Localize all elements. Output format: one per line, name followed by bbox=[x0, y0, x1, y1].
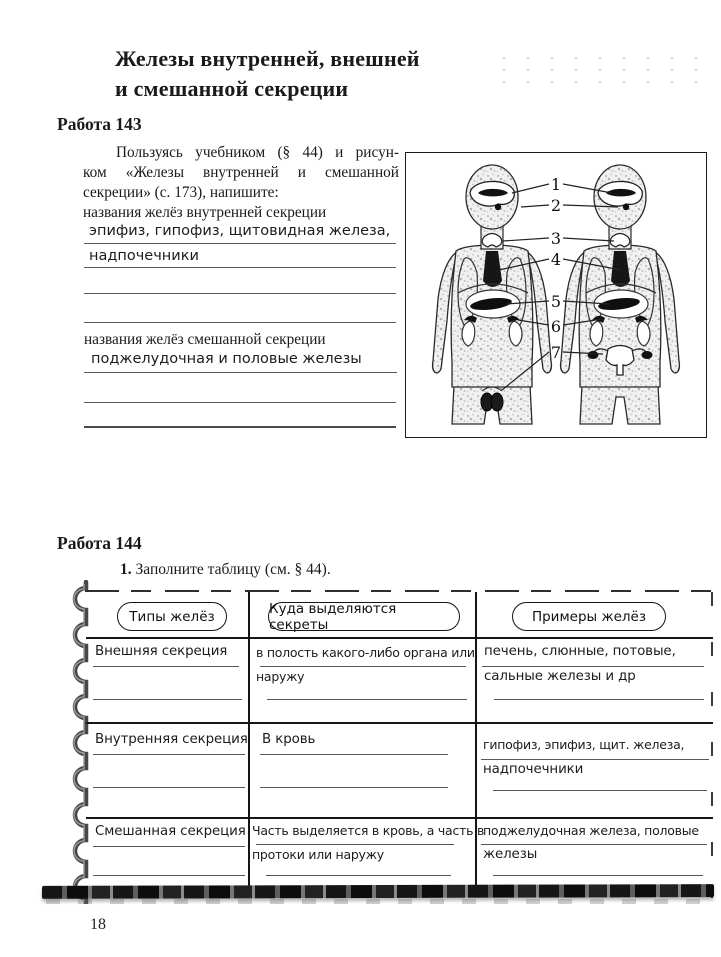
female-body bbox=[561, 165, 680, 424]
write-line bbox=[84, 322, 396, 323]
row1-examples-line1: печень, слюнные, потовые, bbox=[484, 644, 676, 659]
row3-where-line2: протоки или наружу bbox=[252, 847, 384, 862]
notepad-bottom-shadow bbox=[42, 884, 714, 899]
instruction-line2: ком «Железы внутренней и смешанной bbox=[83, 164, 399, 181]
write-line bbox=[93, 754, 245, 755]
header-label: Куда выделяются секреты bbox=[269, 600, 397, 633]
spiral-binding bbox=[30, 580, 92, 904]
row1-examples-line2: сальные железы и др bbox=[484, 669, 636, 684]
figure-label-3: 3 bbox=[550, 229, 562, 248]
notepad-bottom-smear bbox=[46, 899, 706, 904]
page-title-line1: Железы внутренней, внешней bbox=[115, 46, 420, 71]
write-line bbox=[260, 787, 448, 788]
page-number: 18 bbox=[90, 916, 106, 933]
write-line bbox=[493, 875, 703, 876]
row2-examples-line1: гипофиз, эпифиз, щит. железа, bbox=[483, 737, 685, 752]
table-row-divider bbox=[86, 637, 713, 639]
table-row-divider bbox=[86, 722, 713, 724]
figure-label-1: 1 bbox=[550, 175, 562, 194]
header-label: Примеры желёз bbox=[531, 608, 647, 625]
write-line bbox=[260, 754, 448, 755]
instruction-line3: секреции» (с. 173), напишите: bbox=[83, 184, 279, 201]
male-body bbox=[433, 165, 552, 424]
write-line bbox=[493, 790, 707, 791]
work-143-heading: Работа 143 bbox=[57, 114, 142, 134]
write-line bbox=[260, 666, 466, 667]
notepad-top-edge bbox=[85, 590, 713, 592]
row2-examples-line2: надпочечники bbox=[483, 762, 584, 777]
row1-where-line2: наружу bbox=[256, 669, 305, 684]
write-line bbox=[93, 846, 245, 847]
row3-where-line1: Часть выделяется в кровь, а часть в bbox=[252, 823, 485, 838]
row2-type: Внутренняя секреция bbox=[95, 732, 248, 747]
write-line bbox=[481, 844, 707, 845]
write-line bbox=[84, 426, 396, 428]
prompt-internal-glands: названия желёз внутренней секреции bbox=[83, 204, 327, 221]
glands-figure-svg bbox=[406, 153, 706, 437]
instruction-line1: Пользуясь учебником (§ 44) и рисун- bbox=[116, 144, 399, 161]
work-144-task bbox=[120, 561, 331, 579]
write-line bbox=[93, 666, 239, 667]
figure-number-labels bbox=[551, 175, 561, 362]
table-row-divider bbox=[86, 817, 713, 819]
write-line bbox=[93, 787, 245, 788]
table-header-where bbox=[268, 602, 460, 631]
table-header-types bbox=[117, 602, 227, 631]
page-title bbox=[115, 44, 585, 104]
glands-figure bbox=[405, 152, 707, 438]
answer-mixed: поджелудочная и половые железы bbox=[91, 351, 362, 367]
row3-examples-line1: поджелудочная железа, половые bbox=[483, 823, 699, 838]
row3-examples-line2: железы bbox=[483, 847, 538, 862]
write-line bbox=[481, 759, 709, 760]
figure-label-2: 2 bbox=[550, 196, 562, 215]
table-header-examples bbox=[512, 602, 666, 631]
write-line bbox=[482, 666, 704, 667]
write-line bbox=[93, 699, 242, 700]
work-144-heading: Работа 144 bbox=[57, 533, 142, 553]
row3-type: Смешанная секреция bbox=[95, 824, 246, 839]
figure-label-7: 7 bbox=[550, 343, 562, 362]
write-line bbox=[256, 844, 454, 845]
prompt-mixed-glands: названия желёз смешанной секреции bbox=[84, 331, 326, 348]
figure-label-5: 5 bbox=[550, 292, 562, 311]
page-title-line2: и смешанной секреции bbox=[115, 76, 349, 101]
write-line bbox=[93, 875, 245, 876]
task-number: 1. bbox=[120, 561, 132, 578]
write-line bbox=[84, 267, 396, 268]
answer-internal-line2: надпочечники bbox=[89, 248, 199, 264]
write-line bbox=[84, 372, 397, 373]
row1-where-line1: в полость какого-либо органа или bbox=[256, 645, 475, 660]
write-line bbox=[84, 243, 396, 244]
header-label: Типы желёз bbox=[129, 608, 215, 625]
task-text: Заполните таблицу (см. § 44). bbox=[131, 561, 331, 578]
figure-label-4: 4 bbox=[550, 250, 562, 269]
write-line bbox=[84, 402, 396, 403]
write-line bbox=[266, 875, 451, 876]
work-143-instruction bbox=[83, 143, 399, 223]
write-line bbox=[267, 699, 467, 700]
figure-label-6: 6 bbox=[550, 317, 562, 336]
answer-internal-line1: эпифиз, гипофиз, щитовидная железа, bbox=[89, 223, 391, 239]
row1-type: Внешняя секреция bbox=[95, 644, 228, 659]
write-line bbox=[84, 293, 396, 294]
row2-where-line1: В кровь bbox=[262, 732, 316, 747]
write-line bbox=[494, 699, 704, 700]
